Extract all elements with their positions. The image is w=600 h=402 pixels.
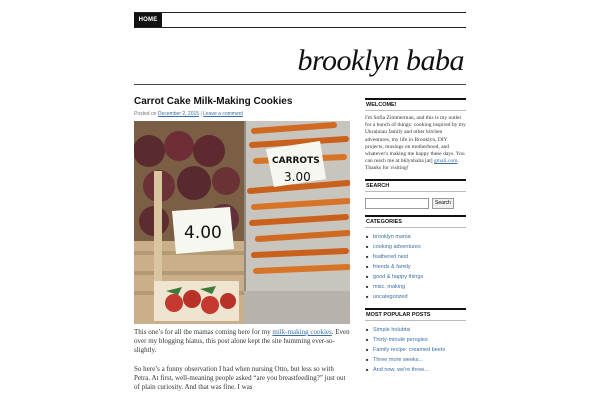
welcome-title: WELCOME! (365, 98, 466, 111)
welcome-text: I'm Sofia Zimmerman, and this is my outlet for a bunch of things: cooking inspired by my Ukrainian family and other kitchen adventures, my life in Brooklyn, DIY projects, musings on motherhood, and whatever's making me happy these days. You can reach me at bklynbaba [at] gmail.com. Thanks for visiting! (365, 115, 466, 172)
leave-comment-link[interactable]: Leave a comment (203, 111, 243, 117)
post-paragraph-1: This one’s for all the mamas coming here for my milk-making cookies. Even over my blogging hiatus, this post alone kept the site humming ever-so-slightly. (134, 328, 350, 354)
popular-posts-widget (365, 308, 466, 375)
search-input[interactable] (365, 198, 429, 209)
category-item[interactable]: ■ brooklyn mama (365, 232, 466, 242)
popular-post-item[interactable]: ■ And now, we're three... (365, 365, 466, 375)
market-photo-illustration (134, 121, 350, 324)
carrots-sign-text: CARROTS (272, 156, 320, 166)
post-paragraph-2: So here’s a funny observation I had when nursing Otto, but less so with Petra. At first, well-meaning people asked “are you breastfeeding?” just out of plain curiosity. And that was fine. I was (134, 365, 346, 391)
post (134, 96, 350, 402)
categories-title: CATEGORIES (365, 215, 466, 228)
category-item[interactable]: ■ good & happy things (365, 272, 466, 282)
post-meta-separator: | (200, 111, 202, 117)
site-title[interactable]: brooklyn baba (297, 44, 464, 77)
post-meta (134, 111, 350, 117)
popular-posts-list (365, 325, 466, 375)
search-button[interactable]: Search (432, 198, 454, 209)
category-item[interactable]: ■ misc. making (365, 282, 466, 292)
post-date-link[interactable]: December 2, 2015 (157, 111, 200, 117)
sidebar (365, 98, 466, 381)
category-item[interactable]: ■ uncategorized (365, 292, 466, 302)
nav-home-link[interactable]: HOME (134, 13, 162, 27)
post-body (134, 328, 350, 392)
categories-widget (365, 215, 466, 302)
welcome-widget (365, 98, 466, 173)
left-price-sign-text: 4.00 (184, 223, 222, 243)
popular-post-item[interactable]: ■ Family recipe: creamed beets (365, 345, 466, 355)
milk-making-cookies-link[interactable]: milk-making cookies (272, 328, 332, 336)
popular-post-item[interactable]: ■ Thirty-minute perogies (365, 335, 466, 345)
email-link[interactable]: gmail.com (434, 158, 458, 165)
category-item[interactable]: ■ feathered nest (365, 252, 466, 262)
post-photo (134, 121, 350, 324)
search-widget (365, 179, 466, 209)
top-navbar (134, 12, 466, 28)
popular-post-item[interactable]: ■ Simple holubtsi (365, 325, 466, 335)
popular-posts-title: MOST POPULAR POSTS (365, 308, 466, 321)
carrots-price-text: 3.00 (284, 170, 311, 184)
categories-list (365, 232, 466, 302)
search-row (365, 198, 466, 209)
header-divider (134, 84, 466, 85)
category-item[interactable]: ■ cooking adventures (365, 242, 466, 252)
popular-post-item[interactable]: ■ Three more weeks... (365, 355, 466, 365)
post-meta-prefix: Posted on (134, 111, 157, 117)
category-item[interactable]: ■ friends & family (365, 262, 466, 272)
search-title: SEARCH (365, 179, 466, 192)
post-title[interactable]: Carrot Cake Milk-Making Cookies (134, 96, 293, 107)
